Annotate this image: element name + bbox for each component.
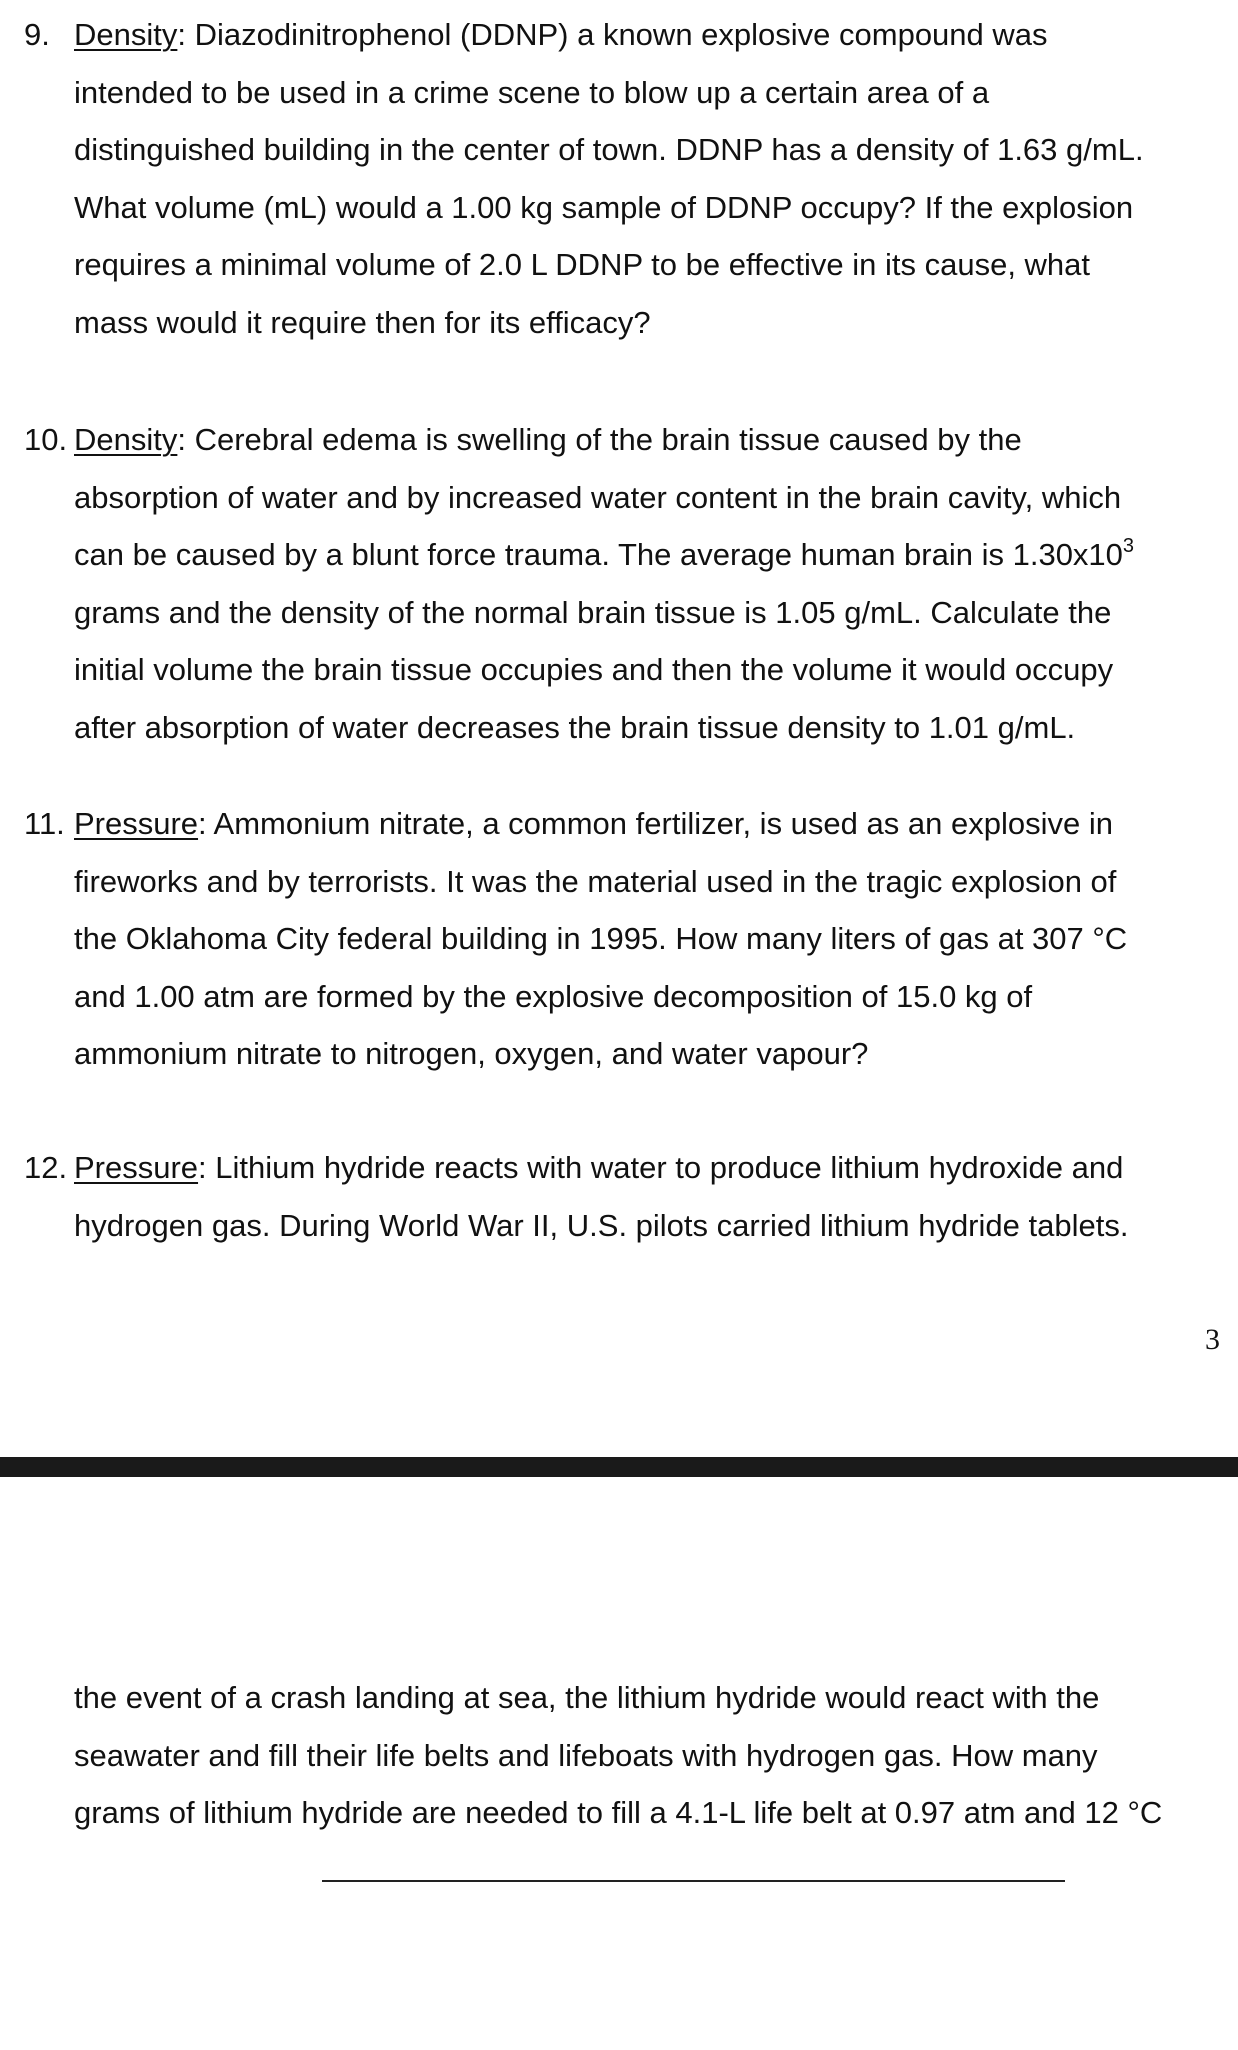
question-first-line: Pressure: Lithium hydride reacts with water to produce lithium hydroxide and [74,1150,1124,1185]
text-line: grams and the density of the normal brain tissue is 1.05 g/mL. Calculate the [74,594,1112,630]
text-line: absorption of water and by increased water content in the brain cavity, which [74,479,1122,515]
topic-label: Pressure [74,806,199,841]
exponent: 3 [1122,534,1135,557]
question-first-line: Density: Diazodinitrophenol (DDNP) a known explosive compound was [74,17,1048,52]
text-line: the Oklahoma City federal building in 1995. How many liters of gas at 307 °C [74,921,1128,956]
question-number: 10. [24,422,68,457]
question-number: 12. [24,1150,68,1185]
question-number: 9. [24,17,50,52]
question-first-line: Density: Cerebral edema is swelling of the brain tissue caused by the [74,422,1022,457]
text-line: can be caused by a blunt force trauma. The average human brain is $1.30x10^3$ [74,534,1135,572]
page-divider [0,1457,1238,1477]
text-line: distinguished building in the center of town. DDNP has a density of 1.63 g/mL. [74,132,1144,167]
topic-label: Density [74,422,178,457]
text-line: mass would it require then for its efficacy? [74,304,651,340]
text-line: the event of a crash landing at sea, the lithium hydride would react with the [74,1680,1100,1715]
text-line: after absorption of water decreases the brain tissue density to 1.01 g/mL. [74,709,1076,745]
text-line: What volume (mL) would a 1.00 kg sample of DDNP occupy? If the explosion [74,189,1134,225]
text-line: hydrogen gas. During World War II, U.S. pilots carried lithium hydride tablets. [74,1207,1129,1243]
text-line: fireworks and by terrorists. It was the material used in the tragic explosion of [74,863,1117,899]
text-line: requires a minimal volume of 2.0 L DDNP to be effective in its cause, what [74,247,1091,282]
text-line: grams of lithium hydride are needed to fill a 4.1-L life belt at 0.97 atm and 12 °C [74,1795,1163,1830]
question-text [74,795,1238,1083]
answer-line [322,1880,1065,1882]
question-number: 11. [24,806,65,841]
question-text [74,1139,1238,1254]
page-number: 3 [1205,1323,1220,1356]
question-text [74,411,1238,756]
text-line: seawater and fill their life belts and lifeboats with hydrogen gas. How many [74,1737,1098,1773]
topic-label: Pressure [74,1150,199,1185]
text-line: ammonium nitrate to nitrogen, oxygen, and water vapour? [74,1036,869,1071]
question-text [74,6,1238,351]
text-line: and 1.00 atm are formed by the explosive decomposition of 15.0 kg of [74,978,1033,1014]
text-line: intended to be used in a crime scene to blow up a certain area of a [74,74,990,110]
question-text [74,1669,1238,1842]
text-line: initial volume the brain tissue occupies and then the volume it would occupy [74,652,1114,687]
topic-label: Density [74,17,178,52]
question-first-line: Pressure: Ammonium nitrate, a common fertilizer, is used as an explosive in [74,806,1113,841]
